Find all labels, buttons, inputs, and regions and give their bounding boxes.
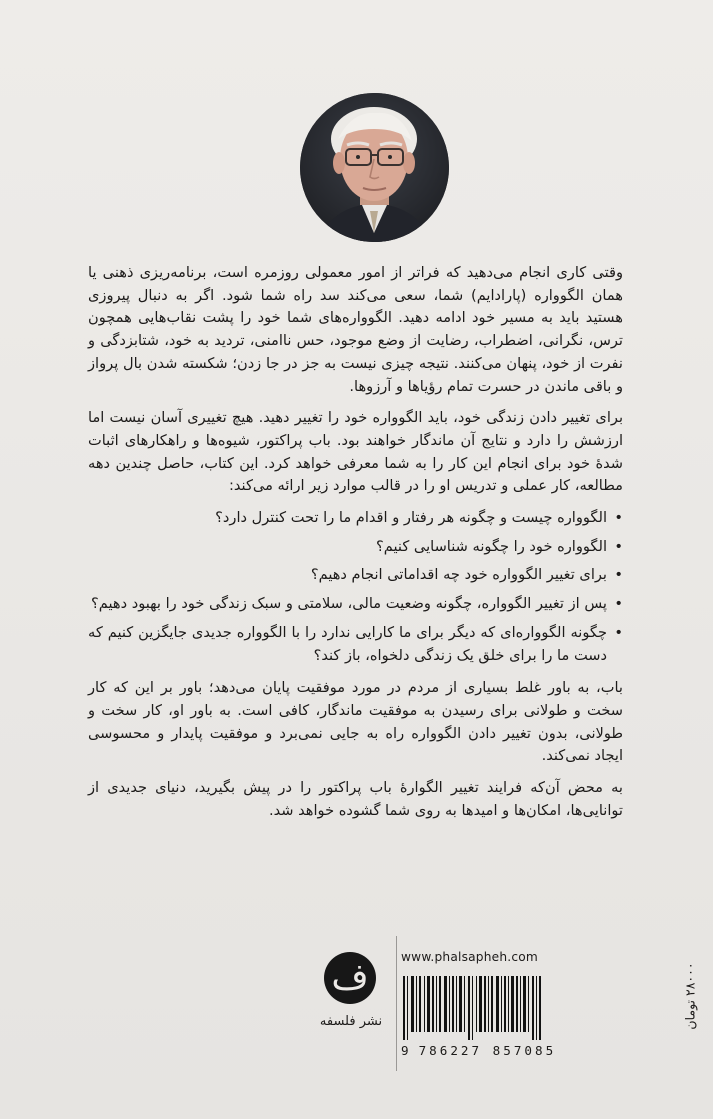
isbn-digits: 786227 857085 (418, 1043, 557, 1058)
publisher-name: نشر فلسفه (319, 1014, 383, 1029)
back-cover-blurb (88, 262, 623, 831)
publisher-website: www.phalsapheh.com (401, 950, 538, 964)
blurb-paragraph: برای تغییر دادن زندگی خود، باید الگوواره خود را تغییر دهید. هیچ تغییری آسان نیست اما ارزشش را دارد و نتایج آن ماندگار خواهند بود. باب پراکتور، شیوه‌ها و راهکارهای اثبات شدهٔ خود برای انجام این کار را به شما معرفی خواهد کرد. این کتاب، حاصل چندین دهه مطالعه، کار عملی و تدریس او را در قالب موارد زیر ارائه می‌کند: (88, 409, 623, 495)
bullet-item: • برای تغییر الگوواره خود چه اقداماتی انجام دهیم؟ (88, 564, 607, 587)
barcode-block (401, 950, 557, 1068)
blurb-paragraph: به محض آن‌که فرایند تغییر الگوارهٔ باب پراکتور را در پیش بگیرید، دنیای جدیدی از توانایی‌ها، امکان‌ها و امیدها به روی شما گشوده خواهد شد. (88, 779, 623, 819)
blurb-paragraph: باب، به باور غلط بسیاری از مردم در مورد موفقیت پایان می‌دهد؛ باور بر این که کار سخت و طولانی برای رسیدن به موفقیت ماندگار، کافی است. به باور او، کار سخت و طولانی، بدون تغییر دادن الگوواره راه به جایی نمی‌برد و موفقیت پایدار و محسوسی ایجاد نمی‌کند. (88, 679, 623, 765)
logo-glyph: ف (331, 957, 369, 998)
isbn-number (401, 1043, 557, 1058)
bullet-item: • الگوواره چیست و چگونه هر رفتار و اقدام ما را تحت کنترل دارد؟ (88, 507, 607, 530)
publisher-logo-icon (324, 952, 376, 1004)
bullet-item: • پس از تغییر الگوواره، چگونه وضعیت مالی، سلامتی و سبک زندگی خود را بهبود دهیم؟ (88, 593, 607, 616)
publisher-footer (306, 936, 557, 1071)
bullet-item: • چگونه الگوواره‌ای که دیگر برای ما کارایی ندارد را با الگوواره جدیدی جایگزین کنیم که دست ما را برای خلق یک زندگی دلخواه، باز کند؟ (88, 622, 607, 667)
price-label: ۲۸۰۰۰ تومان (682, 962, 698, 1030)
publisher-logo-block (306, 936, 397, 1071)
blurb-paragraph: وقتی کاری انجام می‌دهید که فراتر از امور معمولی روزمره است، برنامه‌ریزی ذهنی یا همان الگوواره (پارادایم) شما، سعی می‌کند سد راه شما شود. اگر به دنبال پیروزی هستید باید به مسیر خود ادامه دهید. الگوواره‌های شما خود را پشت نقاب‌هایی همچون ترس، نگرانی، اضطراب، رضایت از وضع موجود، حس ناامنی، تردید به خود، شتابزدگی و نفرت از خود، پنهان می‌کنند. نتیجه چیزی نیست به جز در جا زدن؛ شکسته شدن بال پرواز و باقی ماندن در حسرت تمام رؤیاها و آرزوها. (88, 264, 623, 395)
isbn-lead-digit: 9 (401, 1043, 409, 1058)
author-portrait (300, 93, 449, 242)
bullet-item: • الگوواره خود را چگونه شناسایی کنیم؟ (88, 536, 607, 559)
isbn-barcode (403, 976, 541, 1040)
blurb-bullet-list (88, 507, 623, 667)
